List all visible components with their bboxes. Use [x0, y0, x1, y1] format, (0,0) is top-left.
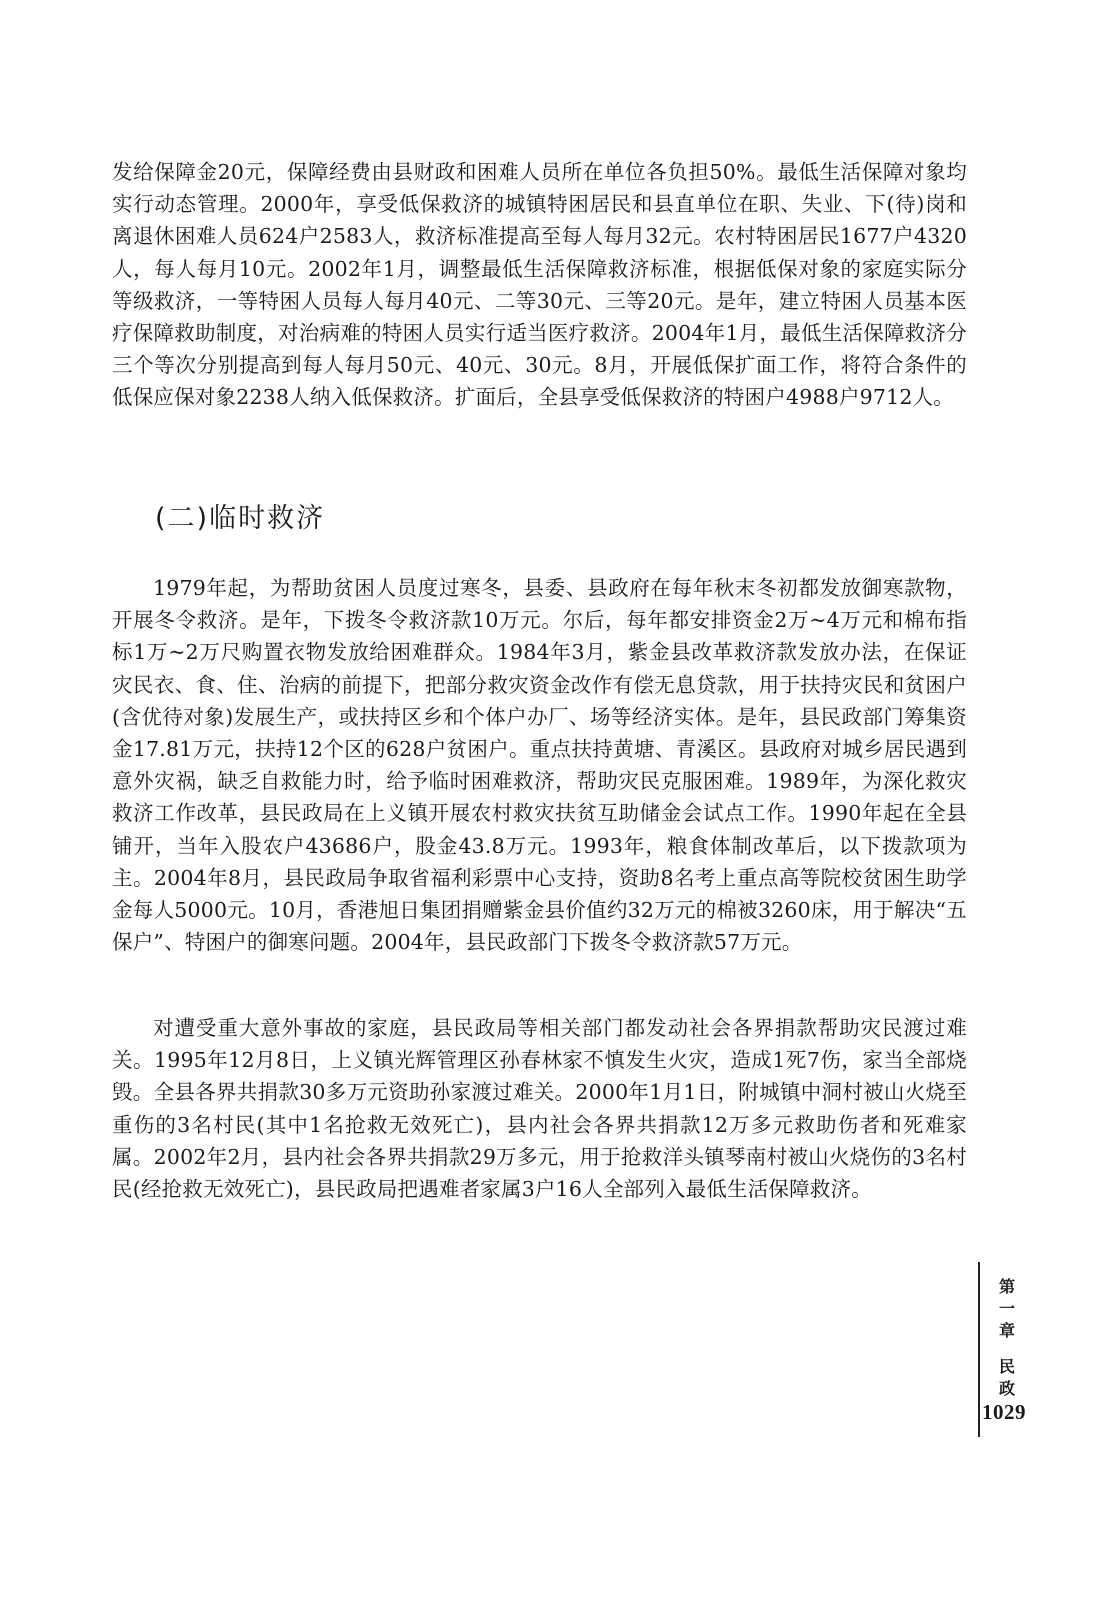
body-paragraph-block-2 — [112, 1012, 967, 1205]
chapter-title-char: 政 — [998, 1379, 1015, 1398]
section-heading: (二)临时救济 — [155, 503, 326, 534]
body-paragraph-block-1 — [112, 572, 967, 958]
chapter-char: 第 — [998, 1277, 1015, 1296]
margin-divider-line — [978, 1262, 980, 1437]
intro-paragraph: 发给保障金20元，保障经费由县财政和困难人员所在单位各负担50%。最低生活保障对象均实行动态管理。2000年，享受低保救济的城镇特困居民和县直单位在职、失业、下(待)岗和离退休困难人员624户2583人，救济标准提高至每人每月32元。农村特困居民1677户4320人，每人每月10元。2002年1月，调整最低生活保障救济标准，根据低保对象的家庭实际分等级救济，一等特困人员每人每月40元、二等30元、三等20元。是年，建立特困人员基本医疗保障救助制度，对治病难的特困人员实行适当医疗救济。2004年1月，最低生活保障救济分三个等次分别提高到每人每月50元、40元、30元。8月，开展低保扩面工作，将符合条件的低保应保对象2238人纳入低保救济。扩面后，全县享受低保救济的特困户4988户9712人。 — [112, 160, 967, 410]
chapter-char: 一 — [998, 1299, 1015, 1318]
body-paragraph-2: 对遭受重大意外事故的家庭，县民政局等相关部门都发动社会各界捐款帮助灾民渡过难关。1995年12月8日，上义镇光辉管理区孙春林家不慎发生火灾，造成1死7伤，家当全部烧毁。全县各界共捐款30多万元资助孙家渡过难关。2000年1月1日，附城镇中洞村被山火烧至重伤的3名村民(其中1名抢救无效死亡)，县内社会各界共捐款12万多元救助伤者和死难家属。2002年2月，县内社会各界共捐款29万多元，用于抢救洋头镇琴南村被山火烧伤的3名村民(经抢救无效死亡)，县民政局把遇难者家属3户16人全部列入最低生活保障救济。 — [112, 1016, 967, 1202]
chapter-char: 章 — [998, 1321, 1015, 1340]
chapter-title-char: 民 — [998, 1357, 1015, 1376]
intro-paragraph-block — [112, 156, 967, 414]
chapter-margin-tag — [992, 1276, 1022, 1400]
body-paragraph-1: 1979年起，为帮助贫困人员度过寒冬，县委、县政府在每年秋末冬初都发放御寒款物，开展冬令救济。是年，下拨冬令救济款10万元。尔后，每年都安排资金2万~4万元和棉布指标1万~2万尺购置衣物发放给困难群众。1984年3月，紫金县改革救济款发放办法，在保证灾民衣、食、住、治病的前提下，把部分救灾资金改作有偿无息贷款，用于扶持灾民和贫困户(含优待对象)发展生产，或扶持区乡和个体户办厂、场等经济实体。是年，县民政部门筹集资金17.81万元，扶持12个区的628户贫困户。重点扶持黄塘、青溪区。县政府对城乡居民遇到意外灾祸，缺乏自救能力时，给予临时困难救济，帮助灾民克服困难。1989年，为深化救灾救济工作改革，县民政局在上义镇开展农村救灾扶贫互助储金会试点工作。1990年起在全县铺开，当年入股农户43686户，股金43.8万元。1993年，粮食体制改革后，以下拨款项为主。2004年8月，县民政局争取省福利彩票中心支持，资助8名考上重点高等院校贫困生助学金每人5000元。10月，香港旭日集团捐赠紫金县价值约32万元的棉被3260床，用于解决“五保户”、特困户的御寒问题。2004年，县民政部门下拨冬令救济款57万元。 — [112, 576, 967, 955]
page-number: 1029 — [982, 1400, 1026, 1424]
chapter-tag-gap — [992, 1342, 1022, 1356]
